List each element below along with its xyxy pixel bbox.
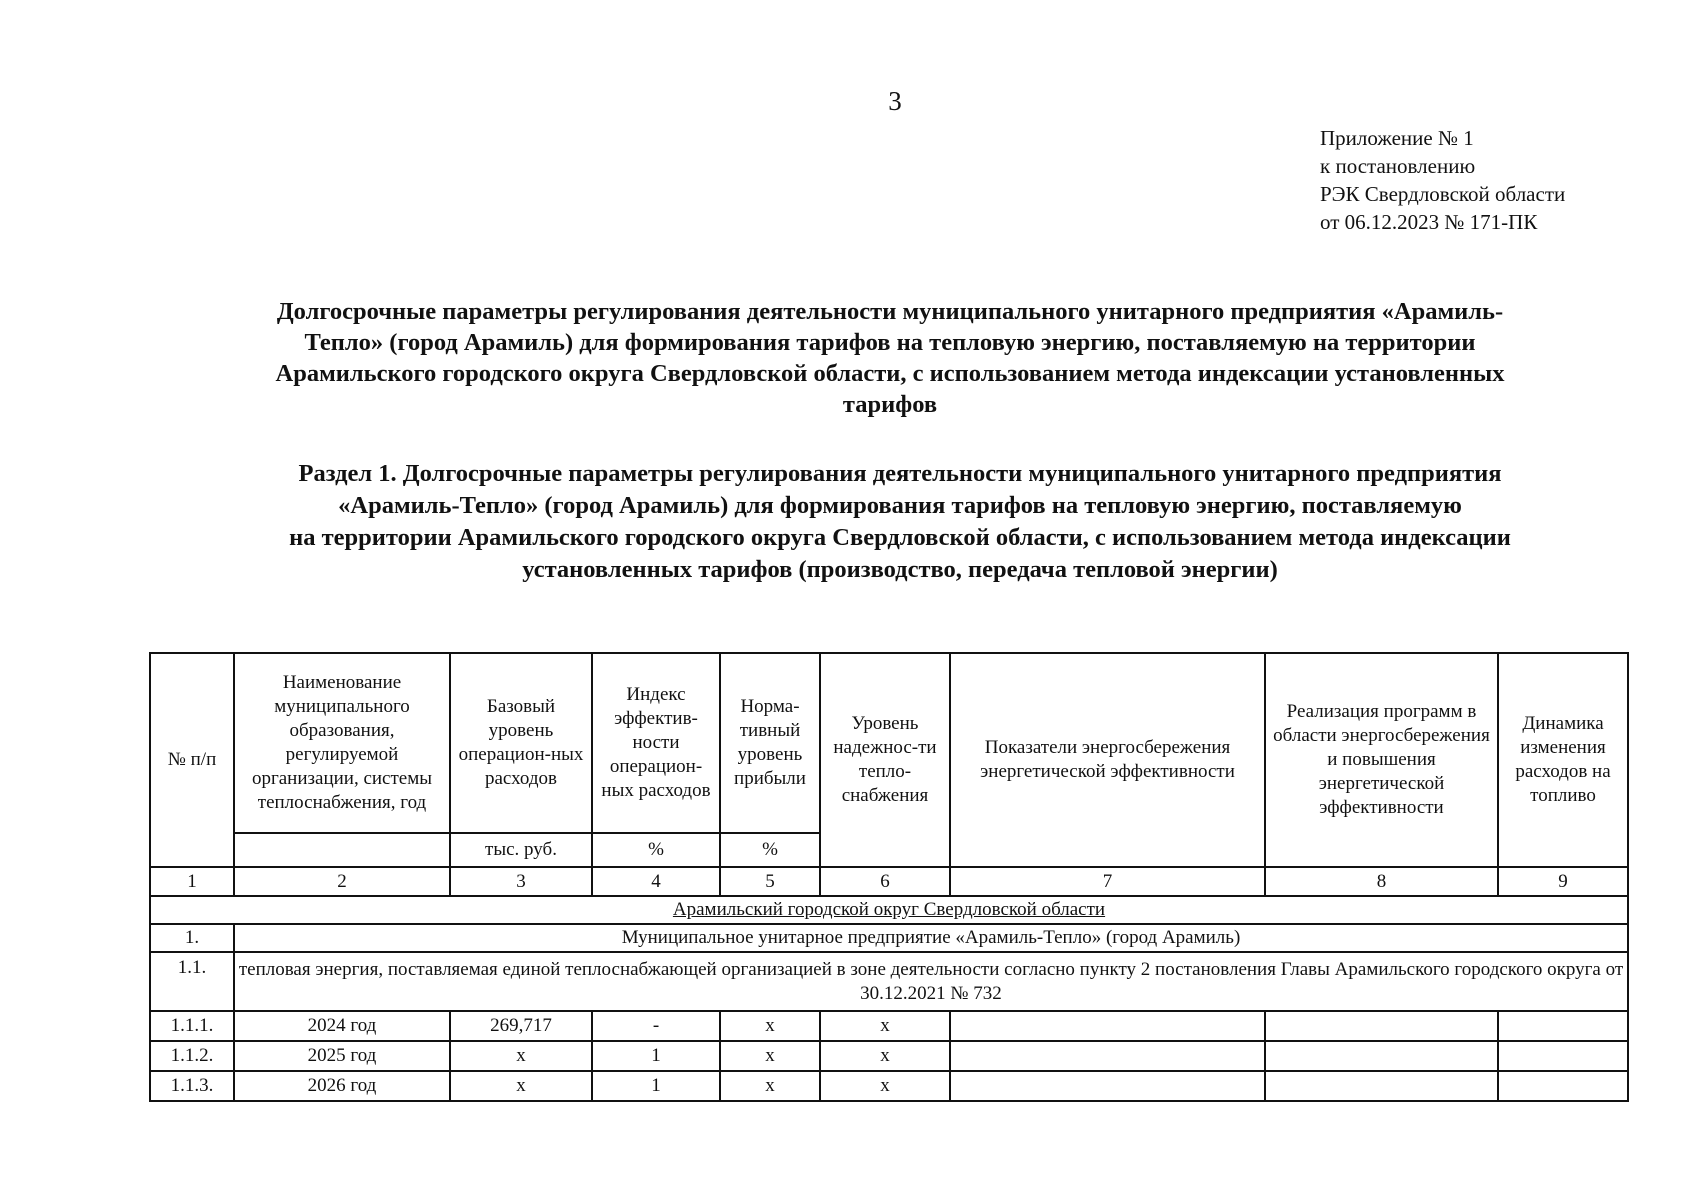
header-fuel-dynamics: Динамика изменения расходов на топливо (1498, 653, 1628, 867)
row-programs (1265, 1011, 1498, 1041)
header-efficiency-index: Индекс эффектив-ности операцион-ных расходов (592, 653, 720, 833)
row-energy-saving (950, 1011, 1265, 1041)
header-programs: Реализация программ в области энергосбережения и повышения энергетической эффективности (1265, 653, 1498, 867)
row-base-opex: x (450, 1041, 592, 1071)
header-reliability: Уровень надежнос-ти тепло-снабжения (820, 653, 950, 867)
appendix-line: РЭК Свердловской области (1320, 182, 1566, 206)
row-programs (1265, 1071, 1498, 1101)
appendix-block (1320, 124, 1565, 236)
row-number: 1.1.1. (150, 1011, 234, 1041)
column-number: 5 (720, 867, 820, 896)
column-number: 6 (820, 867, 950, 896)
appendix-line: Приложение № 1 (1320, 126, 1474, 150)
unit-percent: % (592, 833, 720, 867)
unit-thousand-rub: тыс. руб. (450, 833, 592, 867)
appendix-line: от 06.12.2023 № 171-ПК (1320, 210, 1538, 234)
section-line: Раздел 1. Долгосрочные параметры регулирования деятельности муниципального унитарного предприятия (298, 460, 1502, 487)
column-number: 8 (1265, 867, 1498, 896)
header-name: Наименование муниципального образования, регулируемой организации, системы теплоснабжения, год (234, 653, 450, 833)
row-efficiency-index: 1 (592, 1071, 720, 1101)
header-energy-saving: Показатели энергосбережения энергетической эффективности (950, 653, 1265, 867)
row-reliability: x (820, 1041, 950, 1071)
row-profit-level: x (720, 1071, 820, 1101)
org-number: 1. (150, 924, 234, 952)
row-reliability: x (820, 1071, 950, 1101)
header-number: № п/п (150, 653, 234, 867)
row-efficiency-index: - (592, 1011, 720, 1041)
row-year: 2026 год (234, 1071, 450, 1101)
section-line: установленных тарифов (производство, передача тепловой энергии) (522, 556, 1278, 583)
page-number: 3 (888, 86, 902, 116)
row-year: 2024 год (234, 1011, 450, 1041)
region-row: Арамильский городской округ Свердловской области (150, 896, 1628, 924)
resource-number: 1.1. (150, 952, 234, 1011)
resource-name: тепловая энергия, поставляемая единой теплоснабжающей организацией в зоне деятельности согласно пункту 2 постановления Главы Арамильского городского округа от 30.12.2021 № 732 (234, 952, 1628, 1011)
section-title (140, 458, 1660, 586)
row-fuel-dynamics (1498, 1011, 1628, 1041)
column-number: 1 (150, 867, 234, 896)
section-line: «Арамиль-Тепло» (город Арамиль) для формирования тарифов на тепловую энергию, поставляемую (338, 492, 1462, 519)
row-reliability: x (820, 1011, 950, 1041)
table-row (150, 1071, 1628, 1101)
row-base-opex: x (450, 1071, 592, 1101)
appendix-line: к постановлению (1320, 154, 1476, 178)
title-line: Долгосрочные параметры регулирования деятельности муниципального унитарного предприятия «Арамиль- (276, 298, 1504, 325)
row-profit-level: x (720, 1011, 820, 1041)
column-number: 7 (950, 867, 1265, 896)
document-title (140, 296, 1640, 420)
title-line: Арамильского городского округа Свердловской области, с использованием метода индексации установленных (275, 360, 1505, 387)
column-number: 2 (234, 867, 450, 896)
header-profit-level: Норма-тивный уровень прибыли (720, 653, 820, 833)
row-energy-saving (950, 1041, 1265, 1071)
row-base-opex: 269,717 (450, 1011, 592, 1041)
row-fuel-dynamics (1498, 1071, 1628, 1101)
header-base-opex: Базовый уровень операцион-ных расходов (450, 653, 592, 833)
row-number: 1.1.2. (150, 1041, 234, 1071)
org-name: Муниципальное унитарное предприятие «Арамиль-Тепло» (город Арамиль) (234, 924, 1628, 952)
title-line: Тепло» (город Арамиль) для формирования тарифов на тепловую энергию, поставляемую на территории (304, 329, 1476, 356)
row-energy-saving (950, 1071, 1265, 1101)
unit-percent: % (720, 833, 820, 867)
column-number: 3 (450, 867, 592, 896)
parameters-table (149, 652, 1629, 1102)
table-row (150, 1011, 1628, 1041)
section-line: на территории Арамильского городского округа Свердловской области, с использованием метода индексации (289, 524, 1511, 551)
table-row (150, 1041, 1628, 1071)
title-line: тарифов (842, 391, 938, 418)
row-programs (1265, 1041, 1498, 1071)
row-number: 1.1.3. (150, 1071, 234, 1101)
column-number: 9 (1498, 867, 1628, 896)
column-number: 4 (592, 867, 720, 896)
row-profit-level: x (720, 1041, 820, 1071)
header-name-continuation (234, 833, 450, 867)
row-year: 2025 год (234, 1041, 450, 1071)
row-fuel-dynamics (1498, 1041, 1628, 1071)
row-efficiency-index: 1 (592, 1041, 720, 1071)
